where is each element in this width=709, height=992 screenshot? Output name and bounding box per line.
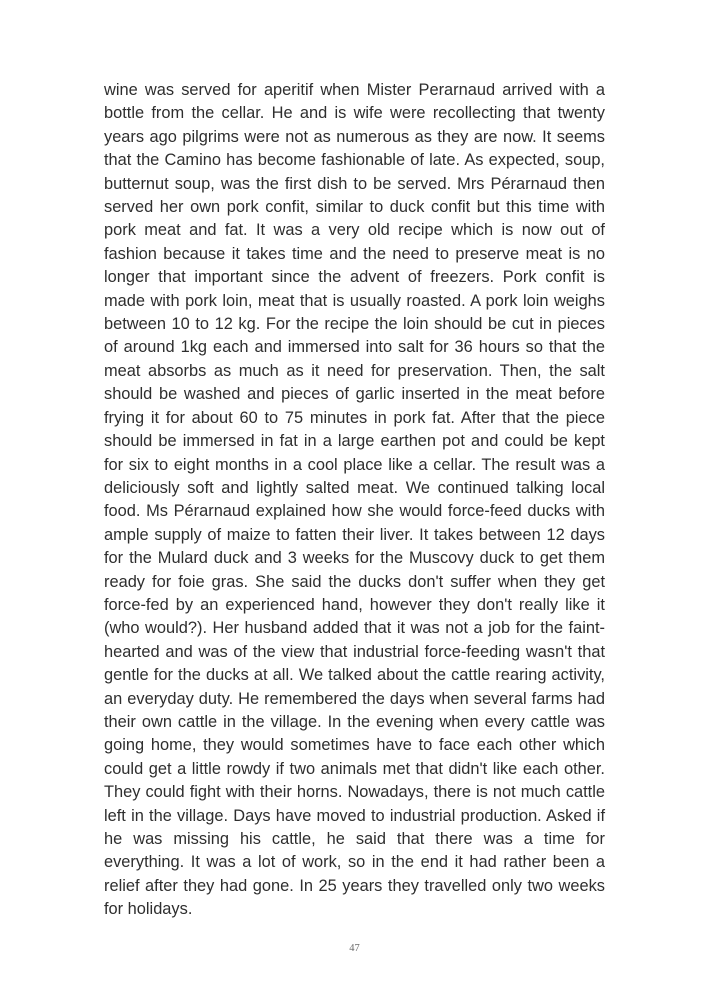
page-number: 47 <box>349 943 360 954</box>
body-paragraph: wine was served for aperitif when Mister Perarnaud arrived with a bottle from the cellar. He and is wife were recollecting that twenty years ago pilgrims were not as numerous as they are now. It seems that the Camino has become fashionable of late. As expected, soup, butternut soup, was the first dish to be served. Mrs Pérarnaud then served her own pork confit, similar to duck confit but this time with pork meat and fat. It was a very old recipe which is now out of fashion because it takes time and the need to preserve meat is no longer that important since the advent of freezers. Pork confit is made with pork loin, meat that is usually roasted. A pork loin weighs between 10 to 12 kg. For the recipe the loin should be cut in pieces of around 1kg each and immersed into salt for 36 hours so that the meat absorbs as much as it need for preservation. Then, the salt should be washed and pieces of garlic inserted in the meat before frying it for about 60 to 75 minutes in pork fat. After that the piece should be immersed in fat in a large earthen pot and could be kept for six to eight months in a cool place like a cellar. The result was a deliciously soft and lightly salted meat. We continued talking local food. Ms Pérarnaud explained how she would force-feed ducks with ample supply of maize to fatten their liver. It takes between 12 days for the Mulard duck and 3 weeks for the Muscovy duck to get them ready for foie gras. She said the ducks don't suffer when they get force-fed by an experienced hand, however they don't really like it (who would?). Her husband added that it was not a job for the faint-hearted and was of the view that industrial force-feeding wasn't that gentle for the ducks at all. We talked about the cattle rearing activity, an everyday duty. He remembered the days when several farms had their own cattle in the village. In the evening when every cattle was going home, they would sometimes have to face each other which could get a little rowdy if two animals met that didn't like each other. They could fight with their horns. Nowadays, there is not much cattle left in the village. Days have moved to industrial production. Asked if he was missing his cattle, he said that there was a time for everything. It was a lot of work, so in the end it had rather been a relief after they had gone. In 25 years they travelled only two weeks for holidays. <box>104 81 605 919</box>
